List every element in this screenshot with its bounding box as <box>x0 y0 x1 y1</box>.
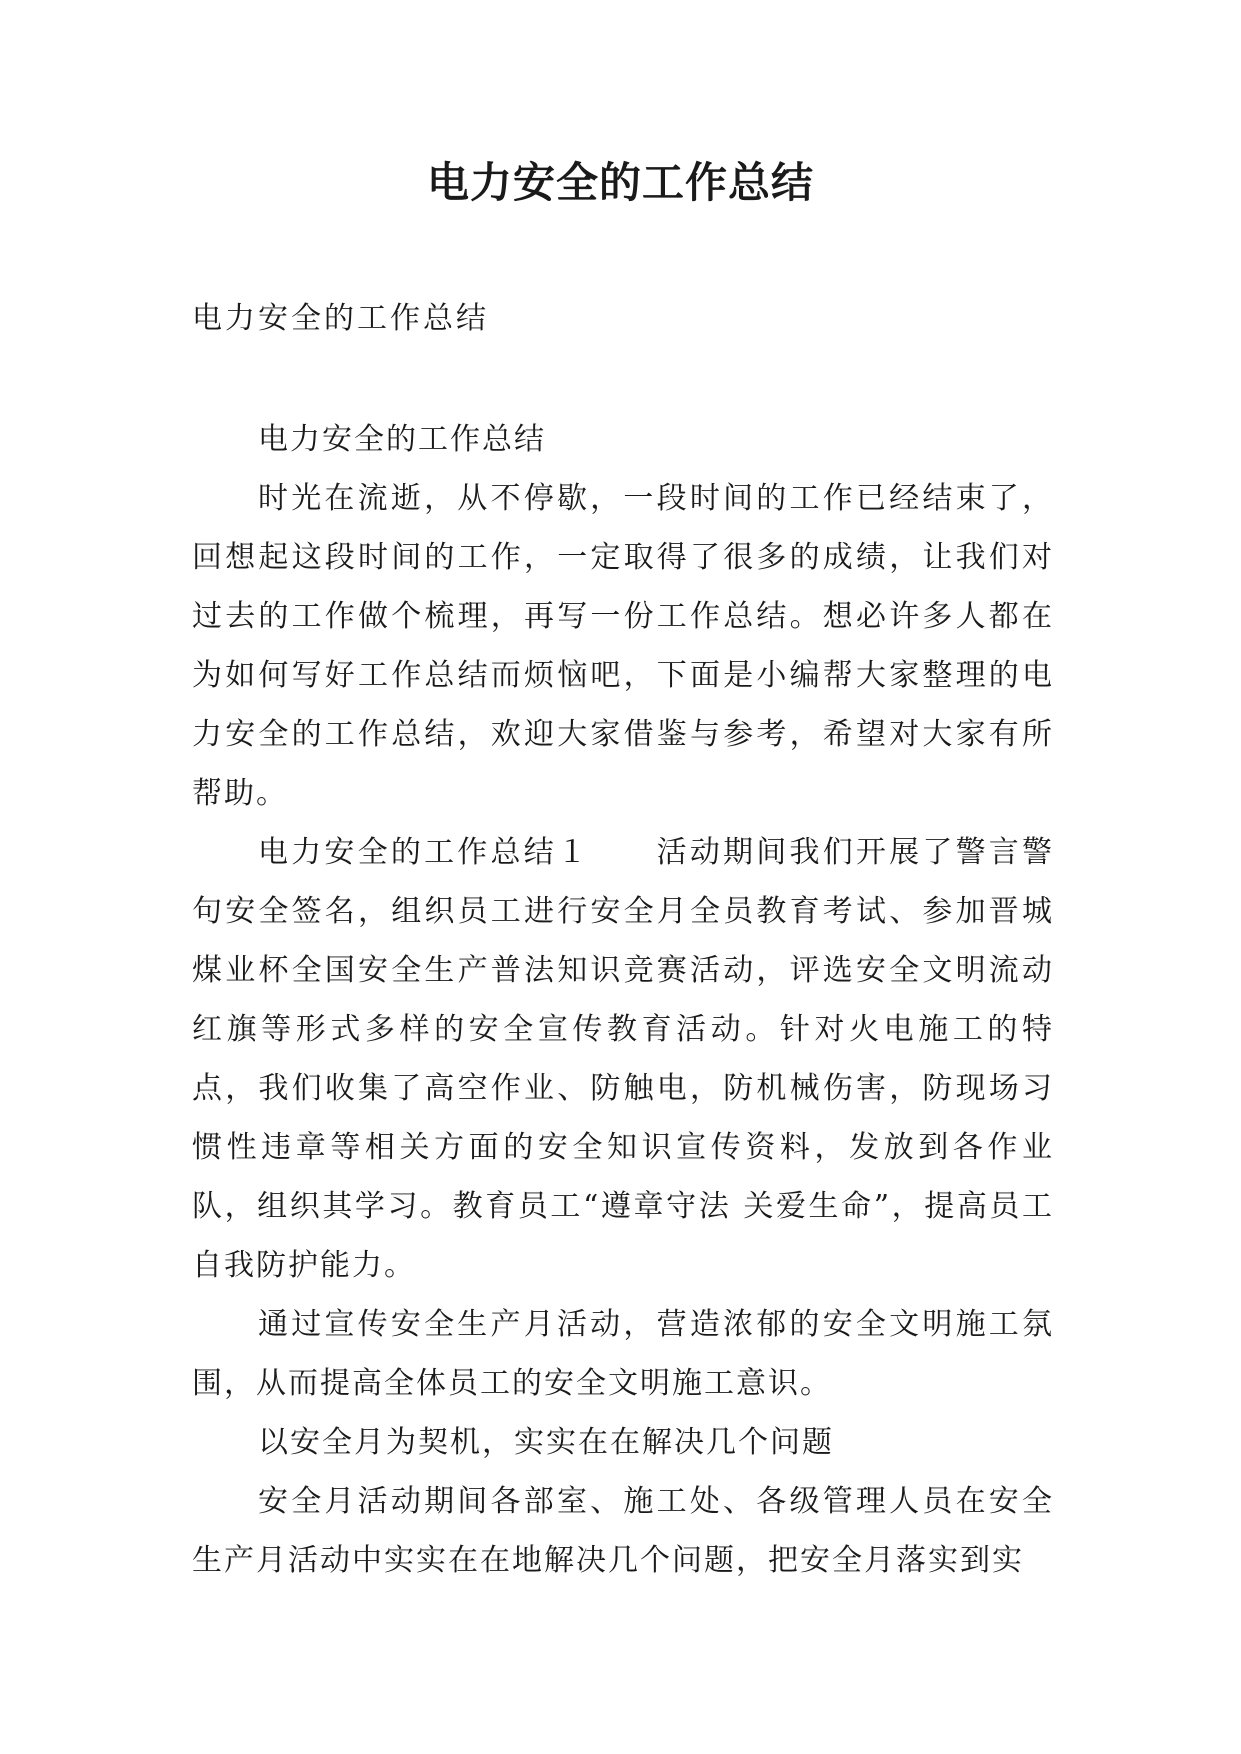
paragraph: 电力安全的工作总结 <box>258 422 546 457</box>
paragraph: 电力安全的工作总结１ 活动期间我们开展了警言警句安全签名，组织员工进行安全月全员教育考试、参加晋城煤业杯全国安全生产普法知识竞赛活动，评选安全文明流动红旗等形式多样的安全宣传教育活动。针对火电施工的特点，我们收集了高空作业、防触电，防机械伤害，防现场习惯性违章等相关方面的安全知识宣传资料，发放到各作业队，组织其学习。教育员工“遵章守法 关爱生命”，提高员工自我防护能力。 <box>192 835 1054 1283</box>
document-body <box>192 410 1054 1590</box>
paragraph: 安全月活动期间各部室、施工处、各级管理人员在安全生产月活动中实实在在地解决几个问题，把安全月落实到实 <box>192 1484 1054 1578</box>
paragraph: 通过宣传安全生产月活动，营造浓郁的安全文明施工氛围，从而提高全体员工的安全文明施工意识。 <box>192 1307 1054 1401</box>
paragraph: 时光在流逝，从不停歇，一段时间的工作已经结束了，回想起这段时间的工作，一定取得了很多的成绩，让我们对过去的工作做个梳理，再写一份工作总结。想必许多人都在为如何写好工作总结而烦恼吧，下面是小编帮大家整理的电力安全的工作总结，欢迎大家借鉴与参考，希望对大家有所帮助。 <box>192 481 1054 811</box>
document-title: 电力安全的工作总结 <box>426 158 814 207</box>
document-subtitle: 电力安全的工作总结 <box>192 301 489 336</box>
paragraph: 以安全月为契机，实实在在解决几个问题 <box>258 1425 834 1460</box>
